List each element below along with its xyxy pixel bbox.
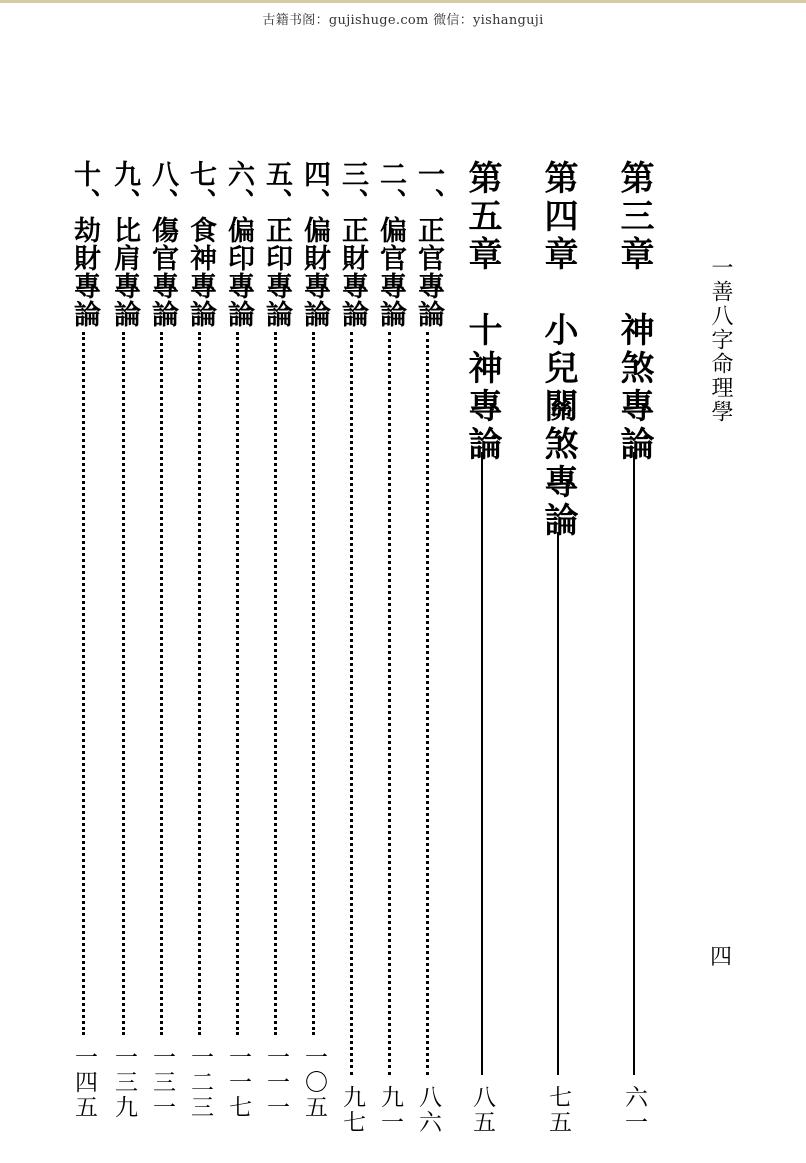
section-page: 一三九: [111, 1045, 137, 1120]
toc-chapter-4[interactable]: [536, 160, 580, 1140]
leader-line: [633, 452, 635, 1075]
toc-section-5[interactable]: [254, 160, 298, 1140]
dot-leader: [122, 332, 125, 1035]
section-page: 九一: [377, 1085, 403, 1135]
dot-leader: [388, 332, 391, 1075]
section-title: 四、偏財專論: [299, 160, 330, 328]
dot-leader: [274, 332, 277, 1035]
top-rule: [0, 0, 806, 3]
section-title: 九、比肩專論: [109, 160, 140, 328]
section-title: 二、偏官專論: [375, 160, 406, 328]
dot-leader: [350, 332, 353, 1075]
toc-section-3[interactable]: [330, 160, 374, 1140]
chapter-page: 七五: [545, 1085, 571, 1135]
toc-section-1[interactable]: [406, 160, 450, 1140]
toc-chapter-3[interactable]: [612, 160, 656, 1140]
section-title: 三、正財專論: [337, 160, 368, 328]
toc-section-4[interactable]: [292, 160, 336, 1140]
section-page: 一四五: [71, 1045, 97, 1120]
chapter-title: 第三章 神煞專論: [614, 160, 654, 464]
section-title: 五、正印專論: [261, 160, 292, 328]
toc-section-10[interactable]: [62, 160, 106, 1140]
dot-leader: [426, 332, 429, 1075]
leader-line: [481, 452, 483, 1075]
dot-leader: [198, 332, 201, 1035]
page-number: 四: [709, 945, 732, 970]
toc-section-2[interactable]: [368, 160, 412, 1140]
toc-section-6[interactable]: [216, 160, 260, 1140]
chapter-page: 六一: [621, 1085, 647, 1135]
section-title: 七、食神專論: [185, 160, 216, 328]
section-title: 十、劫財專論: [69, 160, 100, 328]
section-title: 一、正官專論: [413, 160, 444, 328]
dot-leader: [236, 332, 239, 1035]
toc-chapter-5[interactable]: [460, 160, 504, 1140]
section-page: 九七: [339, 1085, 365, 1135]
toc-section-8[interactable]: [140, 160, 184, 1140]
section-page: 一二三: [187, 1045, 213, 1120]
chapter-title: 第四章 小兒關煞專論: [538, 160, 578, 540]
section-title: 八、傷官專論: [147, 160, 178, 328]
leader-line: [557, 532, 559, 1075]
toc-section-7[interactable]: [178, 160, 222, 1140]
watermark: 古籍书阁：gujishuge.com 微信：yishanguji: [262, 13, 544, 28]
section-page: 一一一: [263, 1045, 289, 1120]
section-page: 一三一: [149, 1045, 175, 1120]
chapter-page: 八五: [469, 1085, 495, 1135]
section-page: 一〇五: [301, 1045, 327, 1120]
dot-leader: [82, 332, 85, 1035]
book-title: 一善八字命理學: [708, 256, 733, 424]
dot-leader: [160, 332, 163, 1035]
section-page: 一一七: [225, 1045, 251, 1120]
toc-section-9[interactable]: [102, 160, 146, 1140]
dot-leader: [312, 332, 315, 1035]
section-title: 六、偏印專論: [223, 160, 254, 328]
section-page: 八六: [415, 1085, 441, 1135]
chapter-title: 第五章 十神專論: [462, 160, 502, 464]
